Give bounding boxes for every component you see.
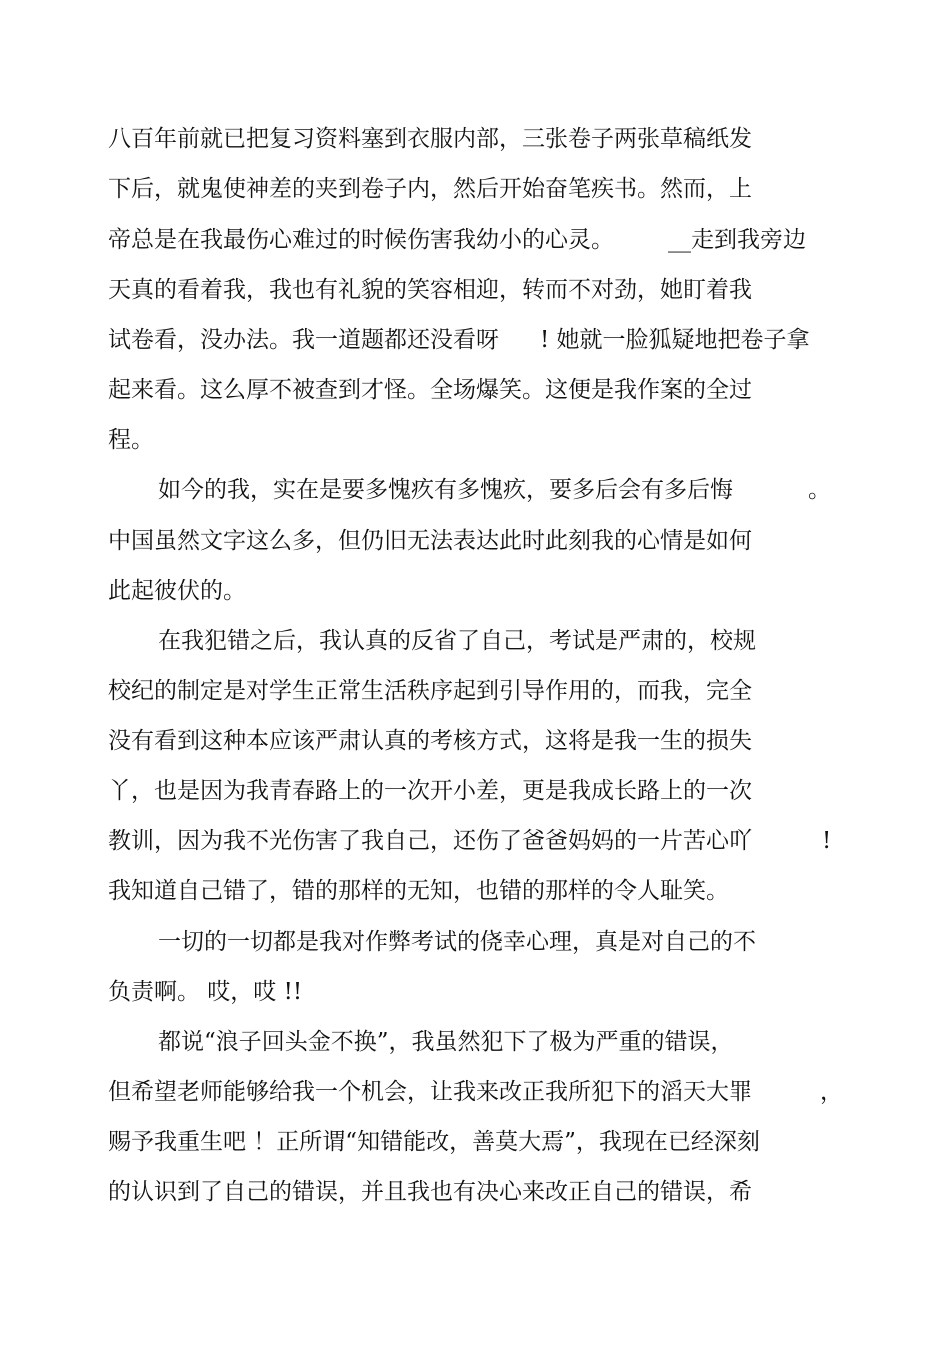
text-line-22: 的认识到了自己的错误，并且我也有决心来改正自己的错误，希 <box>108 1179 752 1205</box>
text-line-3: 帝总是在我最伤心难过的时候伤害我幼小的心灵。 <box>108 227 614 253</box>
text-line-14: 丫，也是因为我青春路上的一次开小差，更是我成长路上的一次 <box>108 778 752 804</box>
text-line-8-tail: 。 <box>808 477 831 503</box>
text-line-13: 没有看到这种本应该严肃认真的考核方式，这将是我一生的损失 <box>108 728 752 754</box>
text-line-5-tail: ! 她就一脸狐疑地把卷子拿 <box>540 327 810 353</box>
text-line-18: 负责啊。 哎，哎 !! <box>108 979 303 1005</box>
text-line-2: 下后，就鬼使神差的夹到卷子内，然后开始奋笔疾书。然而，上 <box>108 176 752 202</box>
text-line-20: 但希望老师能够给我一个机会，让我来改正我所犯下的滔天大罪 <box>108 1079 752 1105</box>
text-line-1: 八百年前就已把复习资料塞到衣服内部，三张卷子两张草稿纸发 <box>108 126 752 152</box>
text-line-10: 此起彼伏的。 <box>108 578 246 604</box>
text-line-6: 起来看。这么厚不被查到才怪。全场爆笑。这便是我作案的全过 <box>108 377 752 403</box>
text-line-20-tail: ， <box>820 1079 843 1105</box>
text-line-3-tail: __走到我旁边 <box>668 227 806 253</box>
text-line-21: 赐予我重生吧 ！正所谓“知错能改，善莫大焉”，我现在已经深刻 <box>108 1129 760 1155</box>
text-line-15-tail: ! <box>822 828 832 854</box>
text-line-17: 一切的一切都是我对作弊考试的侥幸心理，真是对自己的不 <box>158 929 756 955</box>
text-line-9: 中国虽然文字这么多，但仍旧无法表达此时此刻我的心情是如何 <box>108 528 752 554</box>
text-line-4: 天真的看着我，我也有礼貌的笑容相迎，转而不对劲，她盯着我 <box>108 277 752 303</box>
text-line-11: 在我犯错之后，我认真的反省了自己，考试是严肃的，校规 <box>158 628 756 654</box>
text-line-5: 试卷看，没办法。我一道题都还没看呀 <box>108 327 499 353</box>
text-line-15: 教训，因为我不光伤害了我自己，还伤了爸爸妈妈的一片苦心吖 <box>108 828 752 854</box>
text-line-19: 都说“浪子回头金不换”，我虽然犯下了极为严重的错误， <box>158 1029 734 1055</box>
text-line-8: 如今的我，实在是要多愧疚有多愧疚，要多后会有多后悔 <box>158 477 733 503</box>
text-line-12: 校纪的制定是对学生正常生活秩序起到引导作用的，而我，完全 <box>108 678 752 704</box>
text-line-16: 我知道自己错了，错的那样的无知，也错的那样的令人耻笑。 <box>108 878 729 904</box>
text-line-7: 程。 <box>108 427 154 453</box>
